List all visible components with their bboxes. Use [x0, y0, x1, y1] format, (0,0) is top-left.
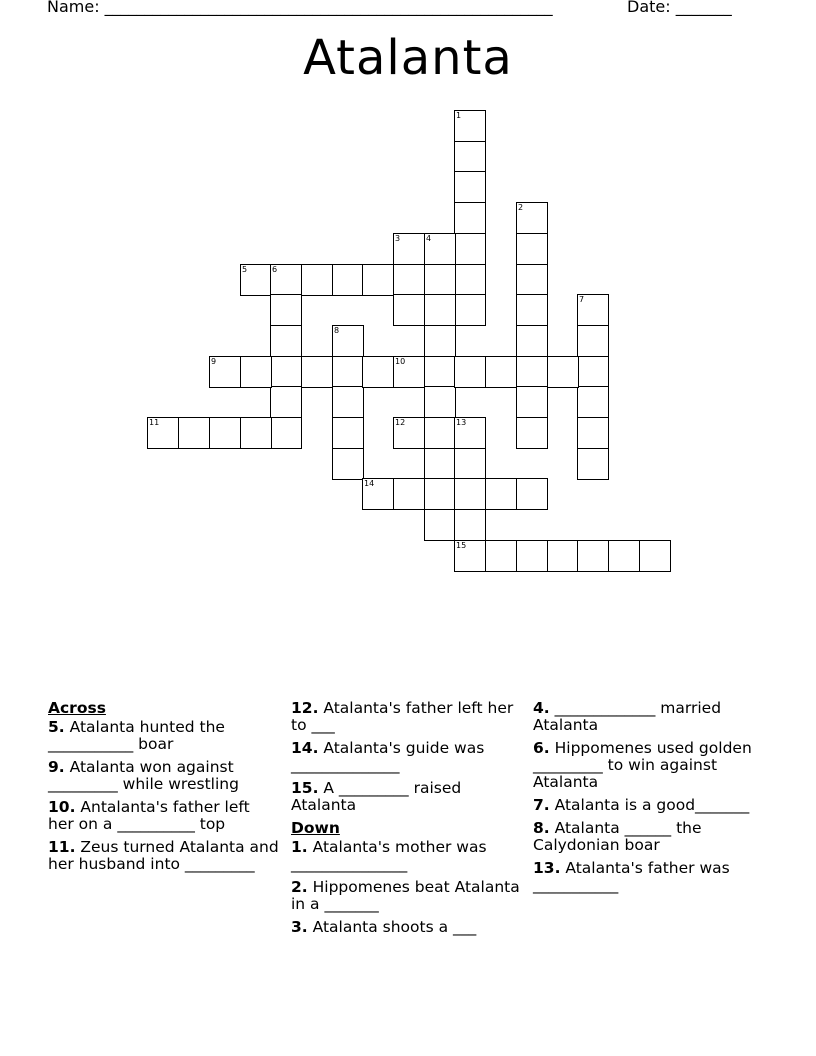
grid-cell[interactable]	[424, 325, 456, 357]
grid-cell[interactable]	[547, 540, 579, 572]
grid-cell[interactable]	[270, 356, 302, 388]
clue-number: 6	[272, 265, 278, 274]
grid-cell[interactable]	[485, 540, 517, 572]
grid-cell[interactable]	[424, 264, 456, 296]
clue-down-13: 13. Atalanta's father was ___________	[533, 859, 730, 894]
grid-cell[interactable]	[454, 448, 486, 480]
clue-down-2: 2. Hippomenes beat Atalanta in a _______	[291, 878, 520, 913]
grid-cell[interactable]	[516, 325, 548, 357]
grid-cell[interactable]	[393, 478, 425, 510]
grid-cell[interactable]	[516, 417, 548, 449]
clue-number: 12	[395, 418, 406, 427]
name-field: Name: ________________________________________________________	[47, 0, 553, 16]
grid-cell[interactable]	[393, 233, 425, 265]
grid-cell[interactable]	[393, 356, 425, 388]
grid-cell[interactable]	[270, 386, 302, 418]
grid-cell[interactable]	[516, 386, 548, 418]
clue-across-5: 5. Atalanta hunted the ___________ boar	[48, 718, 225, 753]
clue-across-11: 11. Zeus turned Atalanta and her husband into _________	[48, 838, 279, 873]
grid-cell[interactable]	[485, 356, 517, 388]
grid-cell[interactable]	[577, 294, 609, 326]
grid-cell[interactable]	[424, 509, 456, 541]
grid-cell[interactable]	[332, 264, 364, 296]
grid-cell[interactable]	[240, 417, 272, 449]
grid-cell[interactable]	[454, 110, 486, 142]
grid-cell[interactable]	[454, 202, 486, 234]
down-heading: Down	[291, 819, 340, 837]
grid-cell[interactable]	[393, 417, 425, 449]
clue-down-4: 4. _____________ married Atalanta	[533, 699, 722, 734]
grid-cell[interactable]	[301, 356, 333, 388]
grid-cell[interactable]	[516, 202, 548, 234]
clue-across-9: 9. Atalanta won against _________ while wrestling	[48, 758, 239, 793]
clue-number: 5	[242, 265, 248, 274]
grid-cell[interactable]	[454, 294, 486, 326]
clues-column-1	[48, 700, 280, 879]
clue-number: 2	[518, 203, 524, 212]
grid-cell[interactable]	[547, 356, 579, 388]
clue-down-6: 6. Hippomenes used golden _________ to win against Atalanta	[533, 739, 752, 791]
grid-cell[interactable]	[454, 417, 486, 449]
grid-cell[interactable]	[424, 386, 456, 418]
grid-cell[interactable]	[516, 233, 548, 265]
grid-cell[interactable]	[424, 294, 456, 326]
clue-down-7: 7. Atalanta is a good_______	[533, 796, 750, 814]
clue-number: 8	[334, 326, 340, 335]
grid-cell[interactable]	[454, 171, 486, 203]
grid-cell[interactable]	[270, 417, 302, 449]
clue-number: 1	[456, 111, 462, 120]
grid-cell[interactable]	[516, 264, 548, 296]
clue-number: 13	[456, 418, 467, 427]
grid-cell[interactable]	[424, 448, 456, 480]
clue-across-12: 12. Atalanta's father left her to ___	[291, 699, 514, 734]
grid-cell[interactable]	[362, 264, 394, 296]
grid-cell[interactable]	[424, 478, 456, 510]
grid-cell[interactable]	[454, 540, 486, 572]
clue-across-14: 14. Atalanta's guide was ______________	[291, 739, 485, 774]
grid-cell[interactable]	[454, 478, 486, 510]
grid-cell[interactable]	[577, 448, 609, 480]
clue-number: 10	[395, 357, 406, 366]
across-heading: Across	[48, 699, 106, 717]
clue-number: 11	[149, 418, 160, 427]
grid-cell[interactable]	[270, 325, 302, 357]
grid-cell[interactable]	[178, 417, 210, 449]
grid-cell[interactable]	[577, 417, 609, 449]
clue-number: 7	[579, 295, 585, 304]
grid-cell[interactable]	[424, 356, 456, 388]
grid-cell[interactable]	[209, 417, 241, 449]
grid-cell[interactable]	[393, 294, 425, 326]
clue-number: 14	[364, 479, 375, 488]
clue-number: 4	[426, 234, 432, 243]
grid-cell[interactable]	[577, 325, 609, 357]
grid-cell[interactable]	[240, 264, 272, 296]
clue-across-10: 10. Antalanta's father left her on a __________ top	[48, 798, 250, 833]
grid-cell[interactable]	[516, 540, 548, 572]
clue-down-1: 1. Atalanta's mother was _______________	[291, 838, 487, 873]
grid-cell[interactable]	[516, 294, 548, 326]
grid-cell[interactable]	[270, 264, 302, 296]
grid-cell[interactable]	[424, 233, 456, 265]
grid-cell[interactable]	[454, 356, 486, 388]
grid-cell[interactable]	[454, 509, 486, 541]
grid-cell[interactable]	[485, 478, 517, 510]
grid-cell[interactable]	[516, 356, 548, 388]
clue-number: 3	[395, 234, 401, 243]
grid-cell[interactable]	[393, 264, 425, 296]
grid-cell[interactable]	[332, 356, 364, 388]
grid-cell[interactable]	[301, 264, 333, 296]
page-title: Atalanta	[303, 30, 513, 86]
clues-column-3	[533, 700, 765, 900]
clues-column-2	[291, 700, 523, 942]
grid-cell[interactable]	[332, 325, 364, 357]
grid-cell[interactable]	[454, 233, 486, 265]
grid-cell[interactable]	[454, 141, 486, 173]
grid-cell[interactable]	[332, 448, 364, 480]
grid-cell[interactable]	[577, 540, 609, 572]
date-field: Date: _______	[627, 0, 732, 16]
grid-cell[interactable]	[209, 356, 241, 388]
grid-cell[interactable]	[577, 386, 609, 418]
clue-down-3: 3. Atalanta shoots a ___	[291, 918, 477, 936]
grid-cell[interactable]	[639, 540, 671, 572]
grid-cell[interactable]	[516, 478, 548, 510]
grid-cell[interactable]	[362, 356, 394, 388]
grid-cell[interactable]	[362, 478, 394, 510]
grid-cell[interactable]	[332, 417, 364, 449]
grid-cell[interactable]	[332, 386, 364, 418]
grid-cell[interactable]	[577, 356, 609, 388]
grid-cell[interactable]	[454, 264, 486, 296]
clue-number: 15	[456, 541, 467, 550]
clue-down-8: 8. Atalanta ______ the Calydonian boar	[533, 819, 702, 854]
grid-cell[interactable]	[608, 540, 640, 572]
grid-cell[interactable]	[147, 417, 179, 449]
clue-across-15: 15. A _________ raised Atalanta	[291, 779, 462, 814]
grid-cell[interactable]	[240, 356, 272, 388]
grid-cell[interactable]	[270, 294, 302, 326]
grid-cell[interactable]	[424, 417, 456, 449]
clue-number: 9	[211, 357, 217, 366]
